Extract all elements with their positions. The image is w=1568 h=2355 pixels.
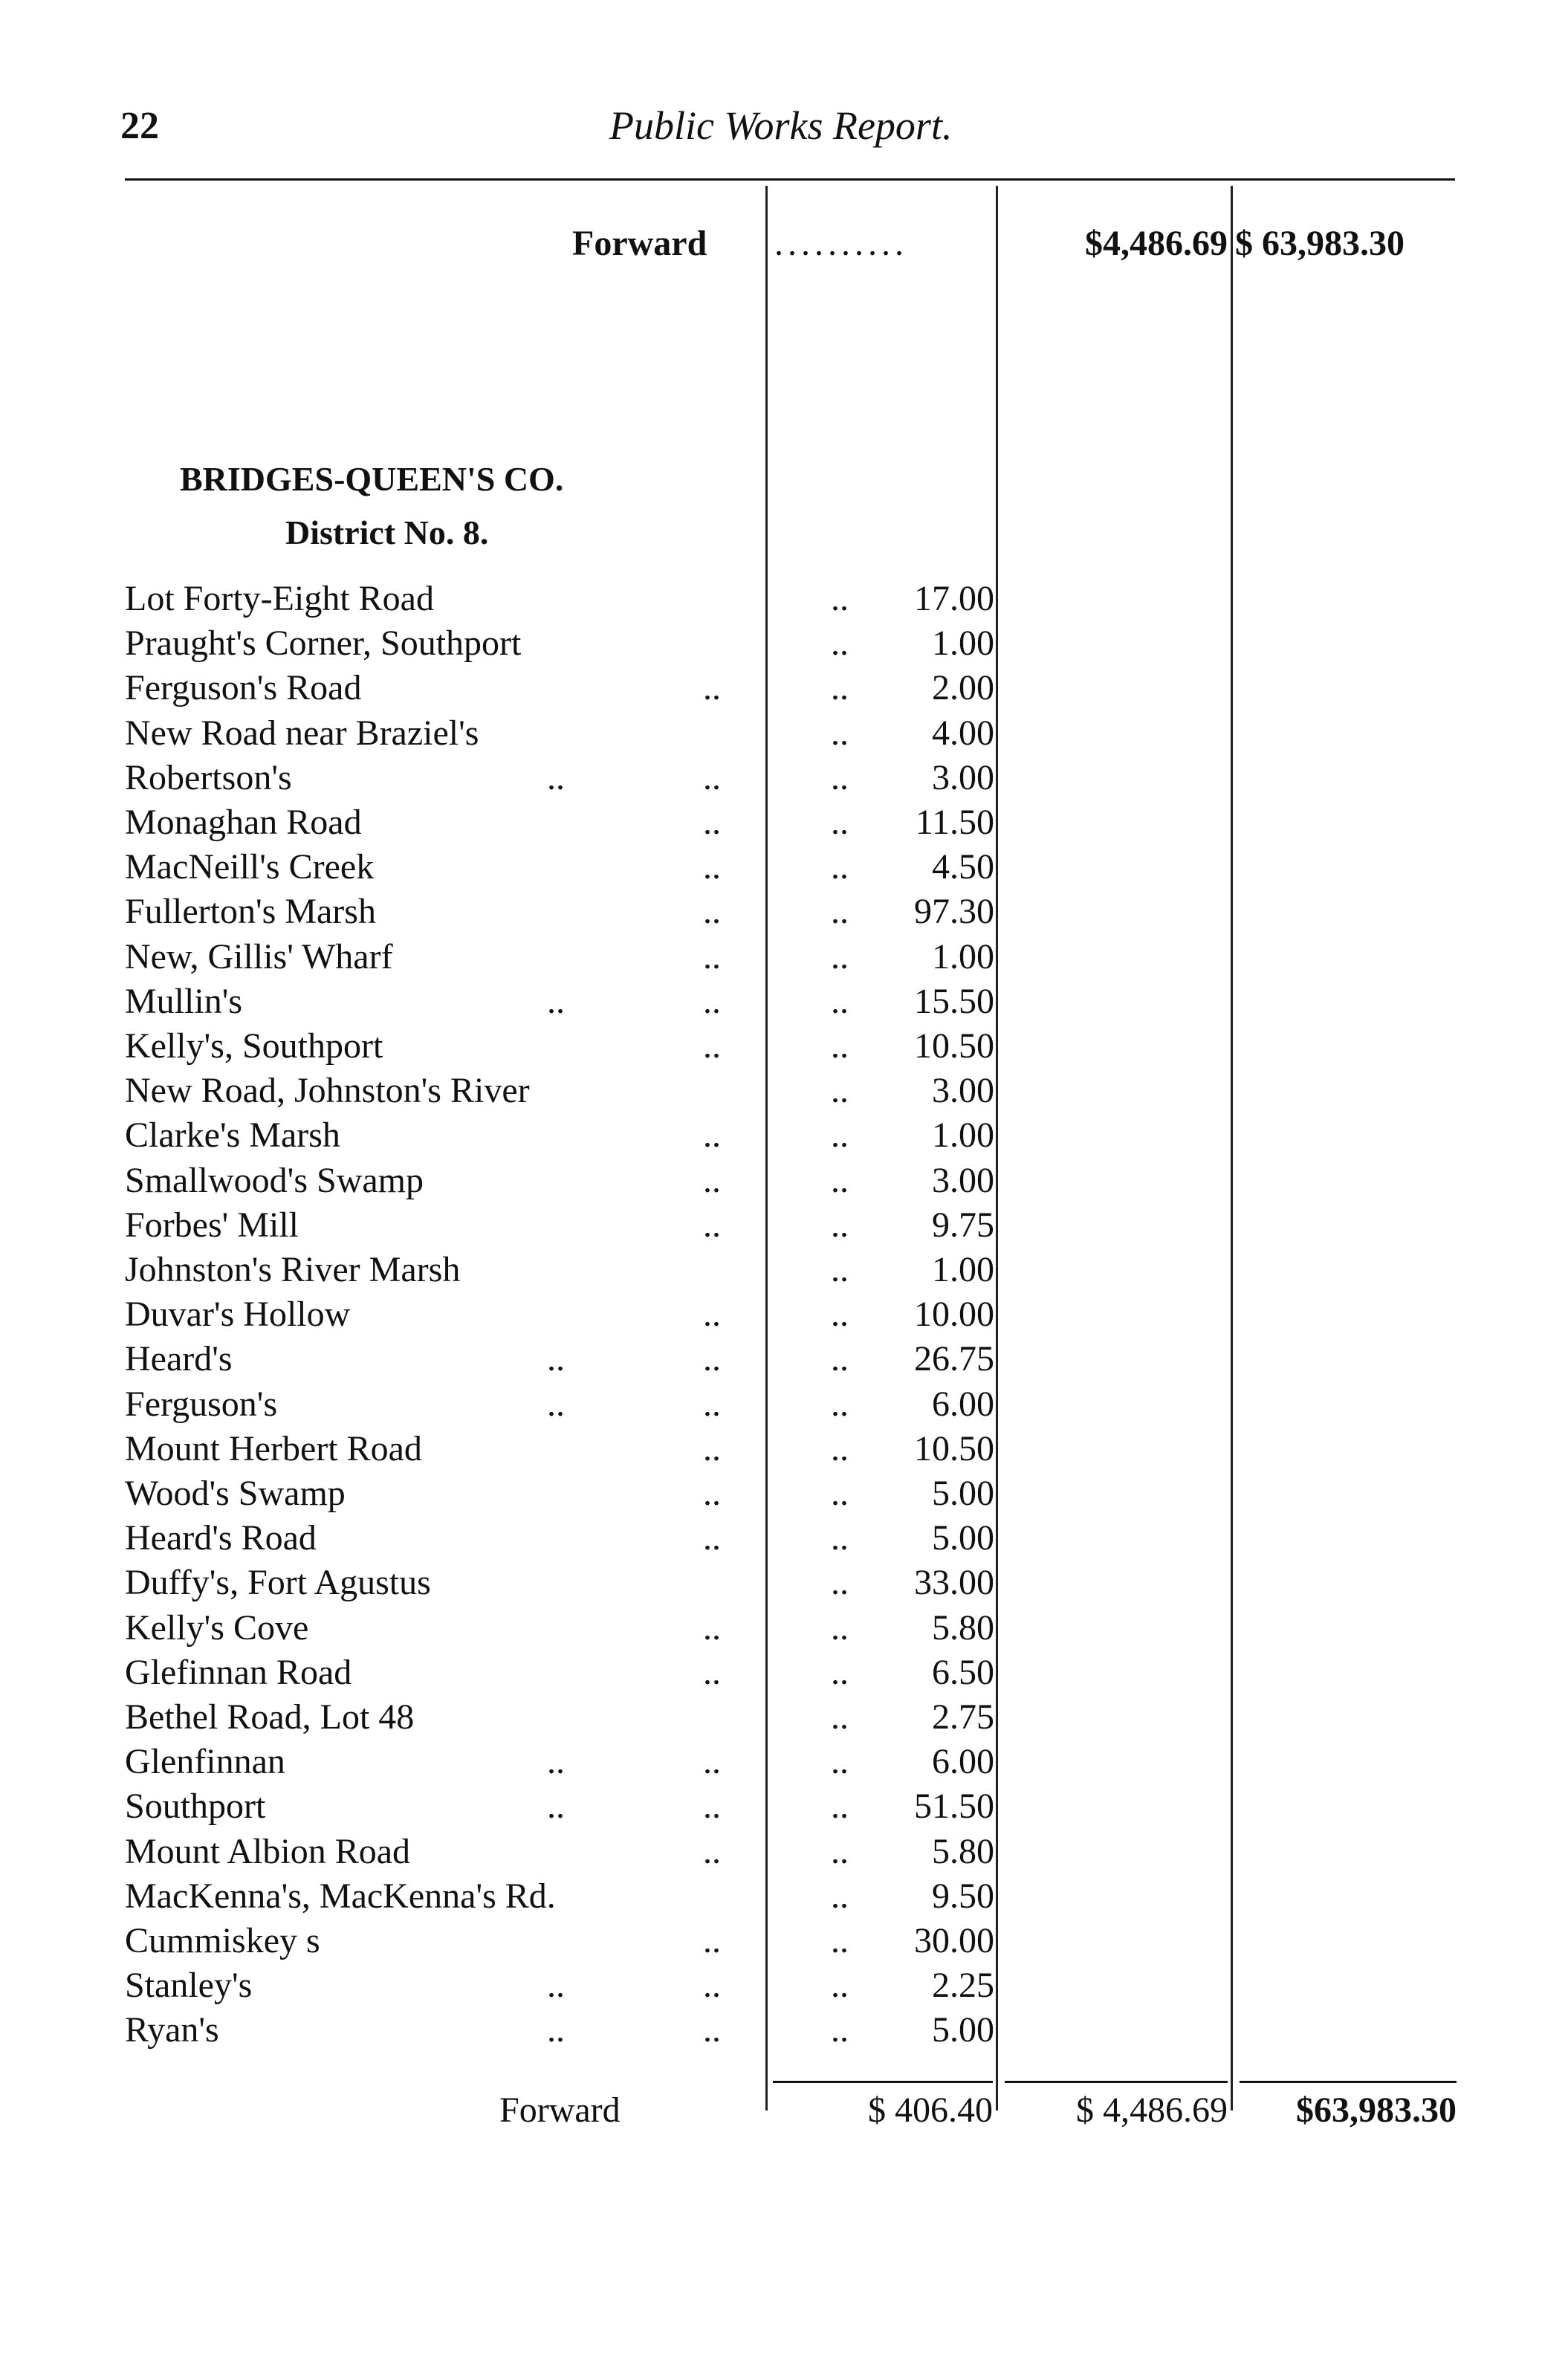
bridge-amount: 2.75 <box>932 1697 994 1737</box>
bridge-name: Heard's Road <box>125 1518 317 1558</box>
forward-top-label: Forward <box>572 224 707 263</box>
leader-dots: .. <box>831 1071 849 1110</box>
forward-bottom-col2: $ 4,486.69 <box>1076 2090 1228 2130</box>
bridge-name: Forbes' Mill <box>125 1205 299 1245</box>
leader-dots: .. <box>703 803 721 842</box>
leader-dots: .. <box>831 1250 849 1289</box>
bridge-amount: 9.75 <box>932 1205 994 1245</box>
list-item <box>125 2009 994 2054</box>
leader-dots: .. <box>703 1384 721 1424</box>
leader-dots: .. <box>831 1876 849 1916</box>
leader-dots: .. <box>831 803 849 842</box>
list-item <box>125 846 994 891</box>
list-item <box>125 802 994 846</box>
bridge-amount: 1.00 <box>932 937 994 976</box>
leader-dots: .. <box>547 1966 565 2005</box>
leader-dots: .. <box>831 847 849 887</box>
bridge-name: Clarke's Marsh <box>125 1115 340 1155</box>
leader-dots: .. <box>703 1832 721 1871</box>
bridge-amount: 5.00 <box>932 1474 994 1513</box>
leader-dots: .. <box>831 1205 849 1245</box>
bridge-name: Praught's Corner, Southport <box>125 623 522 663</box>
leader-dots: .. <box>703 1966 721 2005</box>
bridge-amount: 5.80 <box>932 1832 994 1871</box>
forward-bottom-col3: $63,983.30 <box>1296 2090 1457 2130</box>
bridge-name: Kelly's, Southport <box>125 1026 383 1066</box>
list-item <box>125 667 994 712</box>
list-item <box>125 1786 994 1830</box>
bridge-amount: 51.50 <box>914 1787 994 1826</box>
leader-dots: .. <box>703 1205 721 1245</box>
leader-dots: .. <box>547 2010 565 2050</box>
running-title: Public Works Report. <box>609 103 953 148</box>
leader-dots: .. <box>703 1608 721 1648</box>
section-subheading: District No. 8. <box>285 514 489 551</box>
bridge-name: Johnston's River Marsh <box>125 1250 461 1289</box>
list-item <box>125 1115 994 1159</box>
list-item <box>125 1741 994 1786</box>
list-item <box>125 891 994 936</box>
bridge-name: New Road near Braziel's <box>125 713 479 753</box>
leader-dots: .. <box>831 1339 849 1379</box>
leader-dots: .. <box>703 2010 721 2050</box>
leader-dots: .. <box>703 1339 721 1379</box>
bridge-name: Mount Albion Road <box>125 1832 411 1871</box>
bridge-name: New Road, Johnston's River <box>125 1071 530 1110</box>
list-item <box>125 1965 994 2009</box>
list-item <box>125 1249 994 1294</box>
leader-dots: .. <box>703 847 721 887</box>
leader-dots: .. <box>547 758 565 797</box>
leader-dots: .. <box>831 758 849 797</box>
bridge-name: Lot Forty-Eight Road <box>125 579 434 618</box>
leader-dots: .. <box>831 1563 849 1602</box>
bridge-name: Ryan's <box>125 2010 219 2050</box>
list-item <box>125 981 994 1026</box>
bridge-name: Mount Herbert Road <box>125 1429 422 1468</box>
top-rule <box>125 178 1455 181</box>
bridge-name: Glenfinnan <box>125 1742 285 1781</box>
leader-dots: .. <box>703 982 721 1021</box>
leader-dots: .. <box>831 713 849 753</box>
leader-dots: .. <box>703 1026 721 1066</box>
leader-dots: .. <box>831 668 849 707</box>
leader-dots: .. <box>703 1474 721 1513</box>
bridge-amount: 1.00 <box>932 623 994 663</box>
list-item <box>125 578 994 623</box>
leader-dots: .. <box>831 1429 849 1468</box>
forward-top-col3: $ 63,983.30 <box>1235 224 1405 263</box>
leader-dots: .. <box>831 892 849 931</box>
list-item <box>125 1652 994 1697</box>
leader-dots: .. <box>831 1966 849 2005</box>
bridge-amount: 5.00 <box>932 1518 994 1558</box>
forward-top-dots: .......... <box>774 224 908 263</box>
bridge-amount: 3.00 <box>932 1071 994 1110</box>
leader-dots: .. <box>831 2010 849 2050</box>
bridge-name: Ferguson's Road <box>125 668 362 707</box>
bridge-name: Glefinnan Road <box>125 1653 352 1692</box>
bridge-name: MacNeill's Creek <box>125 847 375 887</box>
bottom-rule-col3 <box>1240 2081 1457 2083</box>
list-item <box>125 1026 994 1070</box>
bridge-name: Fullerton's Marsh <box>125 892 376 931</box>
list-item <box>125 1338 994 1383</box>
list-item <box>125 1697 994 1741</box>
leader-dots: .. <box>703 1742 721 1781</box>
bridge-amount: 2.25 <box>932 1966 994 2005</box>
bottom-rule-col1 <box>773 2081 993 2083</box>
leader-dots: .. <box>703 892 721 931</box>
leader-dots: .. <box>703 668 721 707</box>
list-item <box>125 1920 994 1965</box>
section-heading: BRIDGES-QUEEN'S CO. <box>180 460 564 498</box>
bridge-amount: 15.50 <box>914 982 994 1021</box>
bridge-amount: 6.50 <box>932 1653 994 1692</box>
bridge-name: Cummiskey s <box>125 1921 320 1960</box>
page-number: 22 <box>120 105 159 147</box>
leader-dots: .. <box>703 1295 721 1334</box>
leader-dots: .. <box>547 1742 565 1781</box>
leader-dots: .. <box>831 1608 849 1648</box>
bridge-name: Duvar's Hollow <box>125 1295 351 1334</box>
bridge-amount: 2.00 <box>932 668 994 707</box>
forward-top-col2: $4,486.69 <box>1085 224 1228 263</box>
bridge-name: Smallwood's Swamp <box>125 1161 424 1200</box>
leader-dots: .. <box>703 1787 721 1826</box>
leader-dots: .. <box>703 1653 721 1692</box>
bridge-name: Ferguson's <box>125 1384 278 1424</box>
leader-dots: .. <box>703 1921 721 1960</box>
bridge-amount: 10.50 <box>914 1026 994 1066</box>
leader-dots: .. <box>831 1787 849 1826</box>
leader-dots: .. <box>703 1518 721 1558</box>
forward-bottom-label: Forward <box>499 2090 621 2130</box>
bridge-amount: 33.00 <box>914 1563 994 1602</box>
leader-dots: .. <box>831 937 849 976</box>
leader-dots: .. <box>831 1832 849 1871</box>
leader-dots: .. <box>831 1115 849 1155</box>
list-item <box>125 1517 994 1562</box>
bridge-amount: 97.30 <box>914 892 994 931</box>
leader-dots: .. <box>703 1429 721 1468</box>
bridge-amount: 10.50 <box>914 1429 994 1468</box>
list-item <box>125 713 994 757</box>
list-item <box>125 1473 994 1517</box>
bridge-name: MacKenna's, MacKenna's Rd. <box>125 1876 556 1916</box>
leader-dots: .. <box>831 1742 849 1781</box>
bridge-amount: 6.00 <box>932 1742 994 1781</box>
leader-dots: .. <box>831 1474 849 1513</box>
list-item <box>125 1831 994 1876</box>
bridge-amount: 3.00 <box>932 758 994 797</box>
bridge-amount: 11.50 <box>915 803 994 842</box>
list-item <box>125 757 994 802</box>
list-item <box>125 1428 994 1473</box>
bridge-name: Duffy's, Fort Agustus <box>125 1563 431 1602</box>
leader-dots: .. <box>831 623 849 663</box>
list-item <box>125 623 994 667</box>
bridge-amount: 26.75 <box>914 1339 994 1379</box>
leader-dots: .. <box>831 1518 849 1558</box>
bridge-name: Robertson's <box>125 758 292 797</box>
bridge-amount: 1.00 <box>932 1115 994 1155</box>
bridge-amount: 3.00 <box>932 1161 994 1200</box>
leader-dots: .. <box>831 1295 849 1334</box>
bridge-name: Kelly's Cove <box>125 1608 309 1648</box>
bridge-amount: 17.00 <box>914 579 994 618</box>
list-item <box>125 1876 994 1920</box>
leader-dots: .. <box>831 1921 849 1960</box>
leader-dots: .. <box>703 1115 721 1155</box>
bridge-amount: 30.00 <box>914 1921 994 1960</box>
bridge-name: Mullin's <box>125 982 243 1021</box>
bridge-amount: 9.50 <box>932 1876 994 1916</box>
leader-dots: .. <box>831 1161 849 1200</box>
bridge-amount: 4.00 <box>932 713 994 753</box>
bridge-name: Wood's Swamp <box>125 1474 346 1513</box>
leader-dots: .. <box>831 982 849 1021</box>
bridge-name: New, Gillis' Wharf <box>125 937 393 976</box>
bridge-amount: 10.00 <box>914 1295 994 1334</box>
leader-dots: .. <box>547 1787 565 1826</box>
list-item <box>125 1607 994 1652</box>
list-item <box>125 1070 994 1115</box>
bridge-amount: 5.00 <box>932 2010 994 2050</box>
leader-dots: .. <box>547 1339 565 1379</box>
bridge-amount: 5.80 <box>932 1608 994 1648</box>
list-item <box>125 1562 994 1607</box>
leader-dots: .. <box>703 1161 721 1200</box>
forward-bottom-col1: $ 406.40 <box>868 2090 993 2130</box>
list-item <box>125 1294 994 1338</box>
bridge-amount: 6.00 <box>932 1384 994 1424</box>
leader-dots: .. <box>703 758 721 797</box>
bridge-amount: 4.50 <box>932 847 994 887</box>
leader-dots: .. <box>831 1384 849 1424</box>
bridge-name: Bethel Road, Lot 48 <box>125 1697 415 1737</box>
list-item <box>125 1160 994 1205</box>
bridge-name: Heard's <box>125 1339 233 1379</box>
leader-dots: .. <box>831 1026 849 1066</box>
column-rule-2 <box>996 186 998 2111</box>
list-item <box>125 936 994 981</box>
bridge-amount: 1.00 <box>932 1250 994 1289</box>
bridge-name: Southport <box>125 1787 266 1826</box>
bridge-name: Stanley's <box>125 1966 253 2005</box>
bottom-rule-col2 <box>1005 2081 1228 2083</box>
leader-dots: .. <box>831 1653 849 1692</box>
leader-dots: .. <box>547 1384 565 1424</box>
list-item <box>125 1384 994 1428</box>
leader-dots: .. <box>831 579 849 618</box>
leader-dots: .. <box>831 1697 849 1737</box>
leader-dots: .. <box>547 982 565 1021</box>
leader-dots: .. <box>703 937 721 976</box>
list-item <box>125 1205 994 1249</box>
bridge-name: Monaghan Road <box>125 803 362 842</box>
column-rule-3 <box>1231 186 1233 2111</box>
